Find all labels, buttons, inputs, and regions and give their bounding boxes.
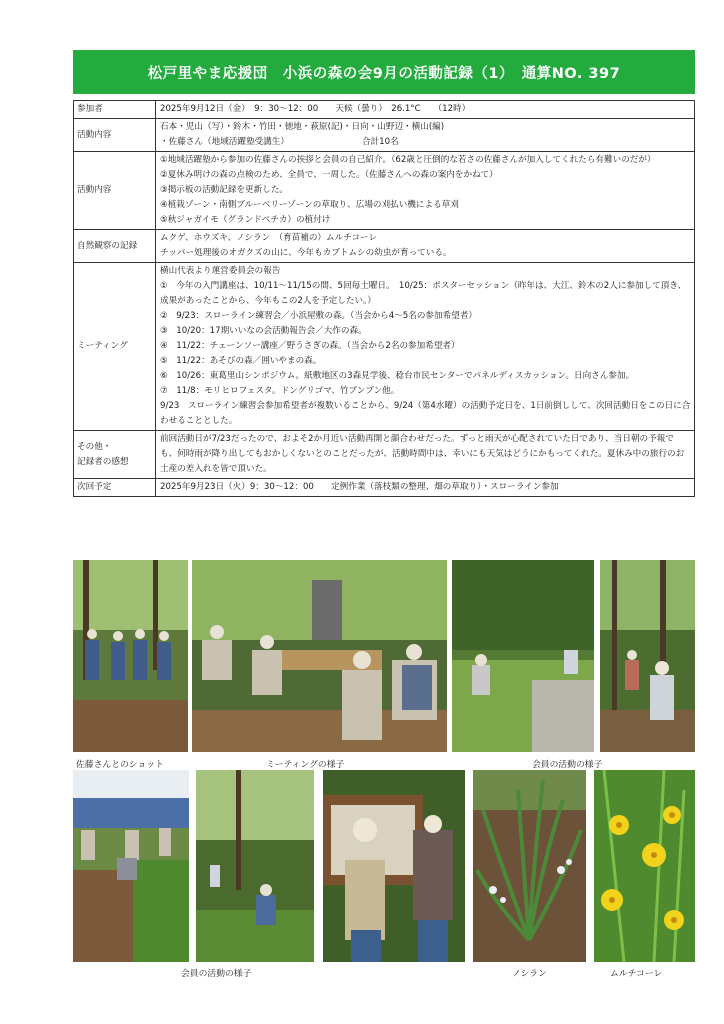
page-title: 松戸里やま応援団 小浜の森の会9月の活動記録（1） 通算NO. 397 bbox=[147, 65, 621, 82]
row-line: チッパー処理後のオガクズの山に、今年もカブトムシの幼虫が育っている。 bbox=[160, 248, 452, 258]
row-line: ⑥ 10/26：東葛里山シンポジウム。紙敷地区の3森見学後、稔台市民センターでパネルディスカッション。日向さん参加。 bbox=[160, 371, 635, 381]
photo-multicaule bbox=[594, 770, 695, 962]
activity-record-table bbox=[73, 100, 695, 497]
row-line: ③ 10/20：17期いいなの会活動報告会／大作の森。 bbox=[160, 326, 367, 336]
row-line: ②夏休み明けの森の点検のため、全員で、一周した。（佐藤さんへの森の案内をかねて） bbox=[160, 170, 498, 180]
row-label: 自然観察の記録 bbox=[74, 230, 156, 263]
record-row bbox=[74, 152, 695, 230]
photo-members-activity-1 bbox=[452, 560, 594, 752]
row-label: その他・ 記録者の感想 bbox=[74, 431, 156, 479]
record-row bbox=[74, 479, 695, 497]
row-line: 9/23 スローライン練習会参加希望者が複数いることから、9/24（第4水曜）の活動予定日を、1日前倒しして、次回活動日をこの日に合わせることとした。 bbox=[160, 401, 691, 426]
row-line: ①地域活躍塾から参加の佐藤さんの挨拶と会員の自己紹介。（62歳と圧倒的な若さの佐藤さんが加入してくれたら有難いのだが） bbox=[160, 155, 656, 165]
caption-members-activity-top: 会員の活動の様子 bbox=[532, 760, 603, 770]
row-line: 横山代表より運営委員会の報告 bbox=[160, 266, 281, 276]
row-line: ④植栽ゾーン・南側ブルーベリーゾーンの草取り、広場の刈払い機による草刈 bbox=[160, 200, 459, 210]
record-row bbox=[74, 230, 695, 263]
row-value bbox=[156, 263, 695, 431]
row-value bbox=[156, 152, 695, 230]
row-line: ① 今年の入門講座は、10/11～11/15の間、5回毎土曜日。 10/25：ポスターセッション（昨年は、大江、鈴木の2人に参加して頂き、成果があったことから、今年もこの2人を予定したい。） bbox=[160, 281, 687, 306]
row-value bbox=[156, 119, 695, 152]
caption-meeting: ミーティングの様子 bbox=[266, 760, 345, 770]
row-label: ミーティング bbox=[74, 263, 156, 431]
row-line: ② 9/23：スローライン練習会／小浜屋敷の森。（当会から4～5名の参加希望者） bbox=[160, 311, 477, 321]
photo-members-activity-4 bbox=[196, 770, 314, 962]
photo-members-activity-2 bbox=[600, 560, 695, 752]
row-line: 前回活動日が7/23だったので、およそ2か月近い活動再開と顔合わせだった。ずっと雨天が心配されていた日であり、当日朝の予報でも、何時雨が降り出してもおかしくないとのことだったが、活動時間中は、幸いにも天気はどうにかもってくれた。夏休み中の旅行のお土産の差入れを皆で頂いた。 bbox=[160, 434, 685, 474]
caption-photo-with-sato: 佐藤さんとのショット bbox=[76, 760, 164, 770]
record-row bbox=[74, 431, 695, 479]
row-line: ⑤ 11/22：あそびの森／囲いやまの森。 bbox=[160, 356, 322, 366]
record-row bbox=[74, 119, 695, 152]
photo-group-with-sato bbox=[73, 560, 188, 752]
row-value bbox=[156, 230, 695, 263]
caption-multicaule: ムルチコーレ bbox=[610, 969, 663, 979]
record-row bbox=[74, 263, 695, 431]
row-line: 2025年9月23日（火）9：30～12：00 定例作業（落枝類の整理、畑の草取り）・スローライン参加 bbox=[160, 482, 559, 492]
photo-meeting bbox=[192, 560, 447, 752]
row-line: ・佐藤さん（地域活躍塾受講生） 合計10名 bbox=[160, 137, 399, 147]
row-line: ムクゲ、ホウズキ、ノシラン （育苗補の）ムルチコーレ bbox=[160, 233, 378, 243]
photo-noshiran bbox=[473, 770, 586, 962]
row-value bbox=[156, 431, 695, 479]
caption-noshiran: ノシラン bbox=[512, 969, 547, 979]
photo-notice-board bbox=[323, 770, 465, 962]
row-label: 活動内容 bbox=[74, 119, 156, 152]
row-line: 石本・児山（写）・鈴木・竹田・徳地・萩原(記)・日向・山野辺・横山(編) bbox=[160, 122, 445, 132]
row-line: ⑦ 11/8：モリヒロフェスタ。ドングリゴマ、竹ブンブン他。 bbox=[160, 386, 400, 396]
record-row bbox=[74, 101, 695, 119]
row-value bbox=[156, 479, 695, 497]
row-line: ⑤秋ジャガイモ（グランドペチカ）の植付け bbox=[160, 215, 331, 225]
row-value bbox=[156, 101, 695, 119]
row-line: 2025年9月12日（金） 9：30～12：00 天候（曇り） 26.1°C （12時） bbox=[160, 104, 471, 114]
row-label: 次回予定 bbox=[74, 479, 156, 497]
photo-members-activity-3 bbox=[73, 770, 189, 962]
row-line: ④ 11/22：チェーンソー講座／野うさぎの森。（当会から2名の参加希望者） bbox=[160, 341, 460, 351]
row-line: ③掲示板の活動記録を更新した。 bbox=[160, 185, 289, 195]
page-title-banner bbox=[73, 50, 695, 94]
row-label: 参加者 bbox=[74, 101, 156, 119]
caption-members-activity-bottom: 会員の活動の様子 bbox=[181, 969, 252, 979]
row-label: 活動内容 bbox=[74, 152, 156, 230]
